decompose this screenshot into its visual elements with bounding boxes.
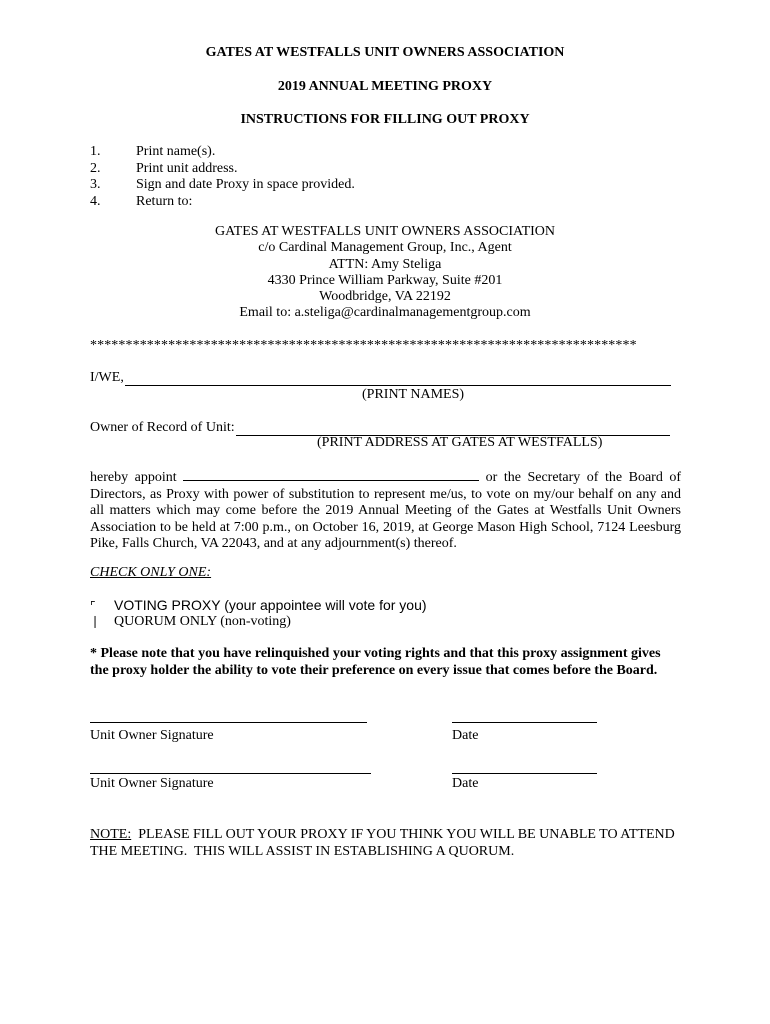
address-line: 4330 Prince William Parkway, Suite #201	[267, 272, 503, 288]
names-row	[90, 370, 671, 386]
return-address	[0, 224, 770, 322]
unit-owner-signature-label: Unit Owner Signature	[90, 776, 214, 791]
date-line-2[interactable]	[452, 773, 597, 774]
meeting-title: 2019 ANNUAL MEETING PROXY	[277, 79, 493, 94]
checkbox-icon[interactable]: ❘	[90, 614, 101, 628]
address-line: GATES AT WESTFALLS UNIT OWNERS ASSOCIATION	[214, 224, 556, 239]
association-title: GATES AT WESTFALLS UNIT OWNERS ASSOCIATION	[205, 45, 565, 60]
footer-note	[90, 826, 690, 860]
appointee-field[interactable]	[183, 468, 479, 481]
unit-owner-signature-label: Unit Owner Signature	[90, 728, 214, 743]
note-label: NOTE:	[90, 827, 132, 842]
print-names-caption: (PRINT NAMES)	[362, 387, 465, 402]
address-line: c/o Cardinal Management Group, Inc., Agent	[258, 240, 512, 256]
signature-line-2[interactable]	[90, 773, 371, 774]
relinquish-notice: * Please note that you have relinquished your voting rights and that this proxy assignment gives the proxy holder the ability to vote their preference on every issue that comes before the Board.	[90, 646, 661, 678]
option-quorum-only[interactable]	[90, 614, 291, 630]
note-text: PLEASE FILL OUT YOUR PROXY IF YOU THINK YOU WILL BE UNABLE TO ATTEND THE MEETING. THIS WILL ASSIST IN ESTABLISHING A QUORUM.	[90, 827, 678, 859]
proxy-document: GATES AT WESTFALLS UNIT OWNERS ASSOCIATION 2019 ANNUAL MEETING PROXY INSTRUCTIONS FOR FILLING OUT PROXY 1. Print name(s). 2. Print unit address. 3. Sign and date Proxy in space provided. 4. Return to: GATES AT WESTFALLS UNIT OWNERS ASSOCIATION c/o Cardinal Management Group, Inc., Agent ATTN: Amy Steliga 4330 Prince William Parkway, Suite #201 Woodbridge, VA 22192 Email to: a.steliga@cardinalmanagementgroup.com ***************************************************************************** I/WE, (PRINT NAMES) Owner of Record of Unit: (PRINT ADDRESS AT GATES AT WESTFALLS) hereby appoint or the Secretary of the Board of Directors, as Proxy with power of substitution to represent me/us, to vote on my/our behalf on any and all matters which may come before the 2019 Annual Meeting of the Gates at Westfalls Unit Owners Association to be held at 7:00 p.m., on October 16, 2019, at George Mason High School, 7124 Leesburg Pike, Falls Church, VA 22043, and at any adjournment(s) thereof. CHECK ONLY ONE: ⌜ VOTING PROXY (your appointee will vote for you) ❘ QUORUM ONLY (non-voting) * Please note that you have relinquished your voting rights and that this proxy assignment gives the proxy holder the ability to vote their preference on every issue that comes before the Board. Unit Owner Signature Date Unit Owner Signature Date NOTE: PLEASE FILL OUT YOUR PROXY IF YOU THINK YOU WILL BE UNABLE TO ATTEND THE MEETING. THIS WILL ASSIST IN ESTABLISHING A QUORUM.	[0, 0, 770, 1024]
option-voting-label: VOTING PROXY (your appointee will vote for you)	[114, 597, 427, 613]
date-label: Date	[452, 728, 479, 743]
iwe-label: I/WE,	[90, 370, 124, 385]
appoint-rest: or the Secretary of the Board of Directors, as Proxy with power of substitution to represent me/us, to vote on my/our behalf on any and all matters which may come before the 2019 Annual Meeting of the Gates at Westfalls Unit Owners Association to be held at 7:00 p.m., on October 16, 2019, at George Mason High School, 7124 Leesburg Pike, Falls Church, VA 22043, and at any adjournment(s) thereof.	[90, 470, 681, 551]
owner-label: Owner of Record of Unit:	[90, 420, 235, 435]
address-line: ATTN: Amy Steliga	[328, 256, 442, 272]
unit-address-field[interactable]	[236, 422, 670, 436]
appoint-start: hereby appoint	[90, 470, 177, 485]
date-label: Date	[452, 776, 479, 791]
option-quorum-label: QUORUM ONLY (non-voting)	[114, 614, 291, 629]
separator: *****************************************************************************	[90, 338, 637, 353]
option-voting-proxy[interactable]	[90, 597, 427, 615]
instructions-title: INSTRUCTIONS FOR FILLING OUT PROXY	[240, 112, 530, 127]
check-only-one-title: CHECK ONLY ONE:	[90, 565, 212, 580]
signature-line-1[interactable]	[90, 722, 367, 723]
print-address-caption: (PRINT ADDRESS AT GATES AT WESTFALLS)	[317, 435, 603, 450]
email-line: Email to: a.steliga@cardinalmanagementgroup.com	[239, 305, 531, 321]
names-field[interactable]	[125, 372, 671, 386]
address-row	[90, 420, 670, 436]
address-line: Woodbridge, VA 22192	[319, 289, 451, 305]
appointment-paragraph	[90, 468, 681, 553]
checkbox-icon[interactable]: ⌜	[90, 599, 96, 613]
date-line-1[interactable]	[452, 722, 597, 723]
